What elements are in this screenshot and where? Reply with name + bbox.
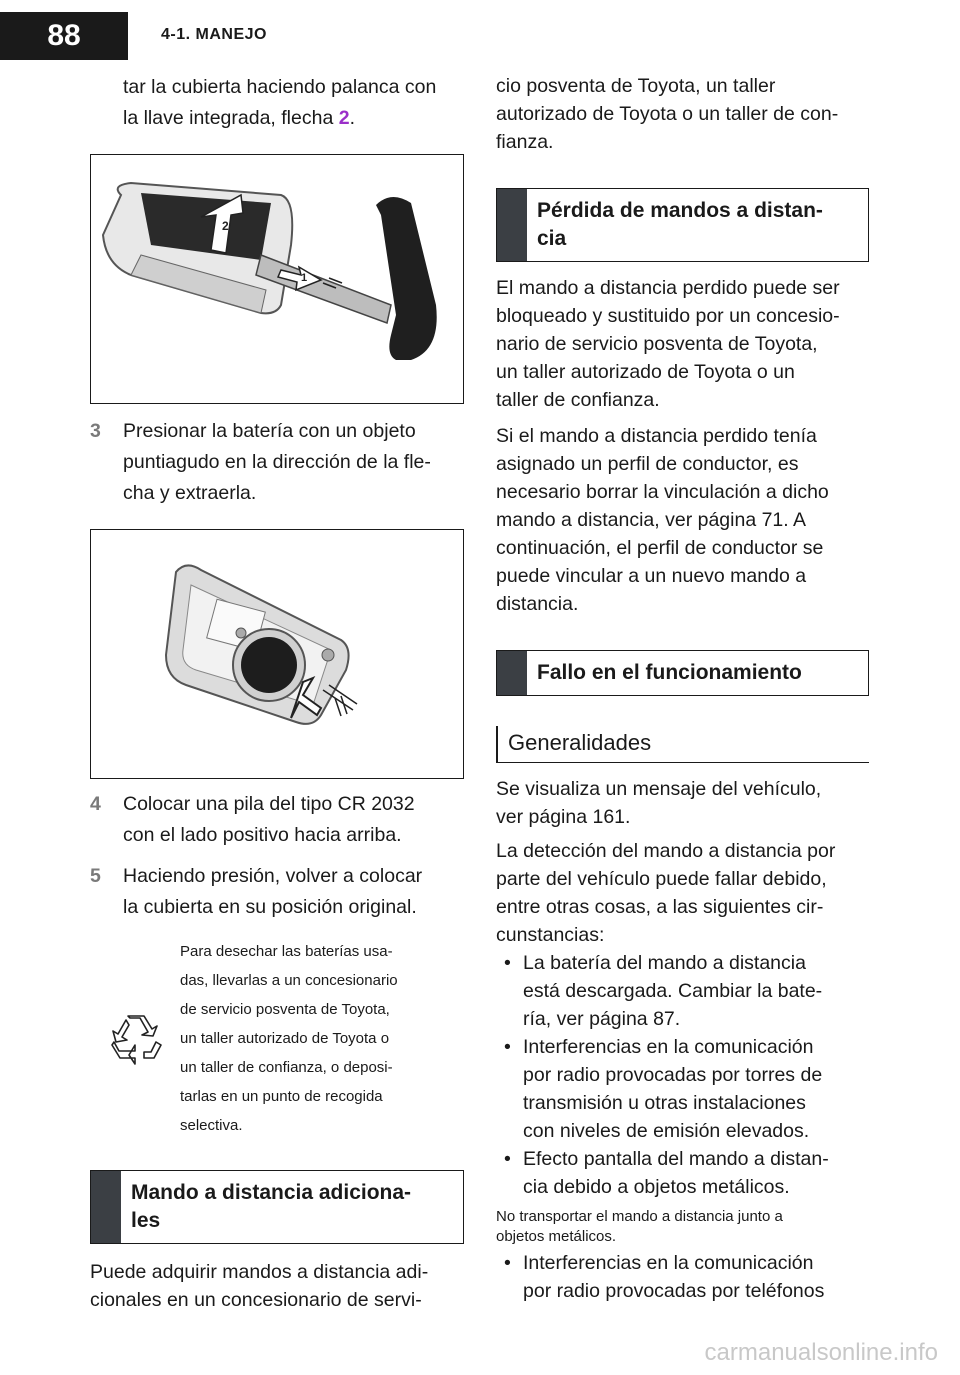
text-line: Interferencias en la comunicación — [523, 1252, 814, 1274]
heading-text: Fallo en el funcionamiento — [537, 661, 802, 684]
step-4-line-1: Colocar una pila del tipo CR 2032 — [123, 793, 415, 815]
step-4 — [90, 789, 465, 851]
text-line: mando a distancia, ver página 71. A — [496, 509, 807, 531]
subheading-general: Generalidades — [496, 726, 869, 763]
text-line: La detección del mando a distancia por — [496, 840, 836, 862]
continuation-line-2: autorizado de Toyota o un taller de con- — [496, 103, 839, 125]
bullet-dot: • — [504, 1252, 511, 1274]
text-line: taller de confianza. — [496, 389, 660, 411]
intro-line-2-text: la llave integrada, flecha — [123, 107, 339, 129]
list-item — [496, 1145, 869, 1201]
recycle-note-line: selectiva. — [180, 1117, 243, 1134]
text-line: El mando a distancia perdido puede ser — [496, 277, 840, 299]
text-line: La batería del mando a distancia — [523, 952, 806, 974]
text-line: cunstancias: — [496, 924, 605, 946]
recycle-note-line: das, llevarlas a un concesionario — [180, 972, 398, 989]
figure-battery — [90, 529, 464, 779]
page-number: 88 — [0, 12, 128, 60]
text-line: necesario borrar la vinculación a dicho — [496, 481, 829, 503]
step-3 — [90, 416, 465, 509]
text-line: Se visualiza un mensaje del vehículo, — [496, 778, 822, 800]
heading-bar — [497, 189, 527, 261]
heading-line-1: Pérdida de mandos a distan- — [537, 199, 823, 222]
text-line: continuación, el perfil de conductor se — [496, 537, 824, 559]
heading-lost-remotes — [496, 188, 869, 262]
text-line: por radio provocadas por teléfonos — [523, 1280, 825, 1302]
section-title: 4-1. MANEJO — [161, 26, 267, 43]
intro-line-2 — [90, 103, 465, 134]
text-line: Efecto pantalla del mando a distan- — [523, 1148, 829, 1170]
text-line: cia debido a objetos metálicos. — [523, 1176, 790, 1198]
fail-paragraph-2 — [496, 837, 869, 949]
bullet-dot: • — [504, 952, 511, 974]
fail-paragraph-1 — [496, 775, 869, 831]
text-line: entre otras cosas, a las siguientes cir- — [496, 896, 824, 918]
text-line: nario de servicio posventa de Toyota, — [496, 333, 818, 355]
step-5-line-2: la cubierta en su posición original. — [123, 896, 417, 918]
recycle-note-line: Para desechar las baterías usa- — [180, 943, 393, 960]
list-item — [496, 1033, 869, 1145]
heading-text — [527, 189, 833, 261]
left-column — [90, 72, 465, 1314]
text-line: objetos metálicos. — [496, 1228, 617, 1245]
heading-bar — [497, 651, 527, 695]
heading-line-1: Mando a distancia adiciona- — [131, 1181, 412, 1204]
recycle-note-line: un taller de confianza, o deposi- — [180, 1059, 393, 1076]
heading-bar — [91, 1171, 121, 1243]
small-note — [496, 1207, 869, 1247]
recycle-note-line: de servicio posventa de Toyota, — [180, 1001, 390, 1018]
recycle-icon — [90, 1012, 180, 1066]
list-item — [496, 1249, 869, 1305]
text-line: bloqueado y sustituido por un concesio- — [496, 305, 840, 327]
heading-additional-remotes — [90, 1170, 464, 1244]
intro-line-2-end: . — [349, 107, 355, 129]
step-3-line-2: puntiagudo en la dirección de la fle- — [123, 451, 431, 473]
text-line: No transportar el mando a distancia junto a — [496, 1208, 783, 1225]
right-column — [496, 72, 869, 1305]
key-cover-illustration — [91, 155, 463, 403]
watermark: carmanualsonline.info — [704, 1339, 938, 1366]
heading-line-2: les — [131, 1209, 161, 1232]
text-line: asignado un perfil de conductor, es — [496, 453, 799, 475]
step-3-number: 3 — [90, 420, 101, 442]
text-line: puede vincular a un nuevo mando a — [496, 565, 807, 587]
step-3-line-1: Presionar la batería con un objeto — [123, 420, 416, 442]
recycle-note — [90, 937, 465, 1140]
additional-line-2: cionales en un concesionario de servi- — [90, 1289, 422, 1311]
text-line: ría, ver página 87. — [523, 1008, 681, 1030]
text-line: transmisión u otras instalaciones — [523, 1092, 806, 1114]
step-5-line-1: Haciendo presión, volver a colocar — [123, 865, 423, 887]
heading-line-2: cia — [537, 227, 567, 250]
bullet-list — [496, 949, 869, 1201]
list-item — [496, 949, 869, 1033]
text-line: distancia. — [496, 593, 579, 615]
recycle-note-line: tarlas en un punto de recogida — [180, 1088, 383, 1105]
heading-malfunction — [496, 650, 869, 696]
arrow-number: 2 — [338, 107, 350, 129]
arrow-1-label: 1 — [301, 272, 308, 284]
additional-line-1: Puede adquirir mandos a distancia adi- — [90, 1261, 429, 1283]
continuation-line-1: cio posventa de Toyota, un taller — [496, 75, 776, 97]
text-line: parte del vehículo puede fallar debido, — [496, 868, 827, 890]
continuation-line-3: fianza. — [496, 131, 554, 153]
text-line: está descargada. Cambiar la bate- — [523, 980, 823, 1002]
step-5 — [90, 861, 465, 923]
text-line: ver página 161. — [496, 806, 631, 828]
text-line: por radio provocadas por torres de — [523, 1064, 823, 1086]
arrow-2-label: 2 — [222, 219, 229, 233]
heading-text — [121, 1171, 421, 1243]
bullet-dot: • — [504, 1148, 511, 1170]
recycle-note-line: un taller autorizado de Toyota o — [180, 1030, 390, 1047]
bullet-dot: • — [504, 1036, 511, 1058]
recycle-note-text — [180, 937, 398, 1140]
text-line: un taller autorizado de Toyota o un — [496, 361, 795, 383]
battery-illustration — [91, 530, 463, 778]
text-line: con niveles de emisión elevados. — [523, 1120, 810, 1142]
figure-key-cover — [90, 154, 464, 404]
text-line: Interferencias en la comunicación — [523, 1036, 814, 1058]
step-3-line-3: cha y extraerla. — [123, 482, 257, 504]
intro-line-1: tar la cubierta haciendo palanca con — [123, 76, 437, 98]
step-4-line-2: con el lado positivo hacia arriba. — [123, 824, 402, 846]
step-5-number: 5 — [90, 865, 101, 887]
step-4-number: 4 — [90, 793, 101, 815]
loss-paragraph-1 — [496, 274, 869, 414]
text-line: Si el mando a distancia perdido tenía — [496, 425, 817, 447]
loss-paragraph-2 — [496, 422, 869, 618]
